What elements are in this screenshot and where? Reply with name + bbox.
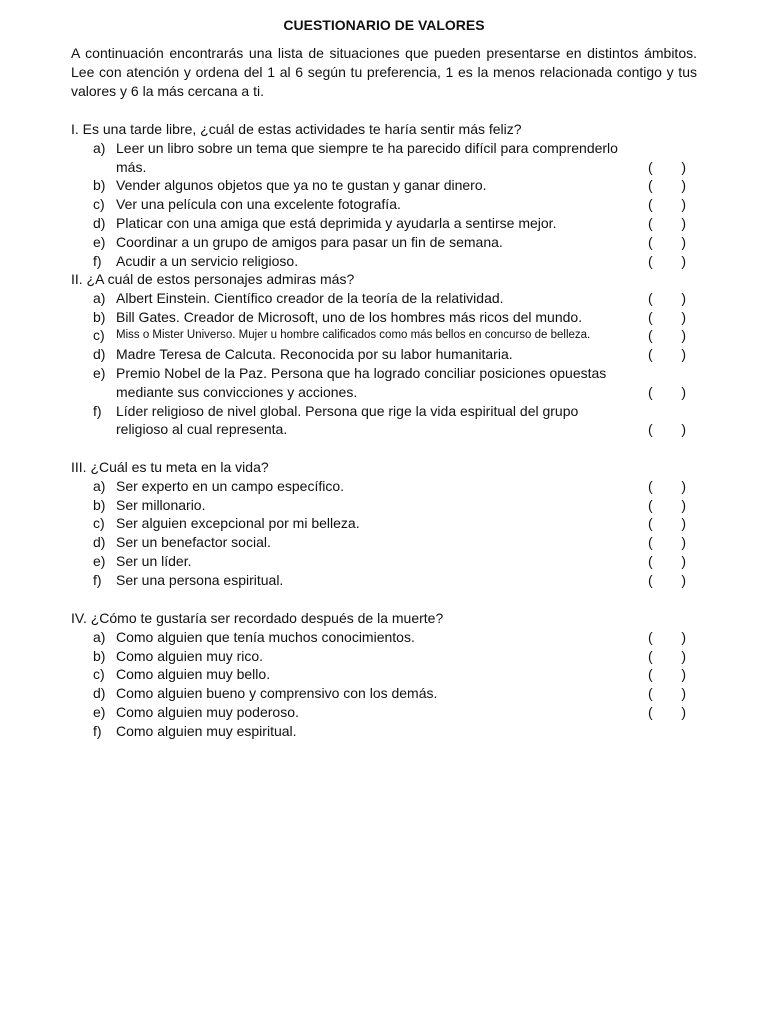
rank-answer-box[interactable]: ( ) — [648, 571, 686, 588]
option-1e — [71, 233, 697, 252]
option-text: Premio Nobel de la Paz. Persona que ha logrado conciliar posiciones opuestas mediante sus convicciones y acciones. — [116, 364, 607, 400]
rank-answer-box[interactable]: ( ) — [648, 552, 686, 569]
intro-paragraph: A continuación encontrarás una lista de situaciones que pueden presentarse en distintos ámbitos. Lee con atención y ordena del 1 al 6 según tu preferencia, 1 es la menos relacionada contigo y tus valores y 6 la más cercana a ti. — [71, 45, 697, 99]
option-1b — [71, 176, 697, 195]
option-letter: a) — [93, 139, 106, 156]
option-4b — [71, 647, 697, 666]
option-2d — [71, 345, 697, 364]
rank-answer-box[interactable]: ( ) — [648, 196, 686, 213]
option-text: Como alguien bueno y comprensivo con los demás. — [116, 685, 438, 702]
rank-answer-box[interactable]: ( ) — [648, 703, 686, 720]
option-letter: a) — [93, 628, 106, 645]
question-3: III. ¿Cuál es tu meta en la vida? — [71, 459, 269, 475]
option-letter: e) — [93, 364, 106, 381]
option-text: Ser millonario. — [116, 496, 206, 513]
option-1c — [71, 195, 697, 214]
option-text: Como alguien que tenía muchos conocimientos. — [116, 628, 415, 645]
option-letter: c) — [93, 666, 105, 683]
rank-answer-box[interactable]: ( ) — [648, 214, 686, 231]
rank-answer-box[interactable]: ( ) — [648, 177, 686, 194]
option-text: Bill Gates. Creador de Microsoft, uno de los hombres más ricos del mundo. — [116, 308, 583, 325]
question-4: IV. ¿Cómo te gustaría ser recordado después de la muerte? — [71, 610, 444, 626]
option-letter: e) — [93, 552, 106, 569]
option-text: Ser alguien excepcional por mi belleza. — [116, 515, 360, 532]
question-2: II. ¿A cuál de estos personajes admiras más? — [71, 271, 355, 287]
option-4a — [71, 628, 697, 647]
section-2 — [71, 270, 697, 439]
option-text: Albert Einstein. Científico creador de la teoría de la relatividad. — [116, 289, 504, 306]
rank-answer-box[interactable]: ( ) — [648, 308, 686, 325]
rank-answer-box[interactable]: ( ) — [648, 515, 686, 532]
section-4 — [71, 609, 697, 741]
option-text: Madre Teresa de Calcuta. Reconocida por su labor humanitaria. — [116, 346, 513, 363]
option-2f — [71, 402, 697, 440]
option-4f — [71, 722, 697, 741]
option-letter: c) — [93, 327, 105, 344]
rank-answer-box[interactable]: ( ) — [648, 628, 686, 645]
rank-answer-box[interactable]: ( ) — [648, 289, 686, 306]
document-title: CUESTIONARIO DE VALORES — [283, 17, 485, 33]
rank-answer-box[interactable]: ( ) — [648, 647, 686, 664]
rank-answer-box[interactable]: ( ) — [648, 421, 686, 438]
option-4c — [71, 665, 697, 684]
option-1a — [71, 139, 697, 177]
option-3a — [71, 477, 697, 496]
option-text: Leer un libro sobre un tema que siempre te ha parecido difícil para comprenderlo más. — [116, 139, 618, 175]
option-text: Ser un líder. — [116, 552, 192, 569]
option-text: Ser un benefactor social. — [116, 534, 271, 551]
rank-answer-box[interactable]: ( ) — [648, 383, 686, 400]
option-3e — [71, 552, 697, 571]
option-1f — [71, 252, 697, 271]
option-3f — [71, 571, 697, 590]
option-text: Acudir a un servicio religioso. — [116, 252, 299, 269]
option-2c — [71, 326, 697, 345]
rank-answer-box[interactable]: ( ) — [648, 233, 686, 250]
section-3 — [71, 458, 697, 590]
option-text: Coordinar a un grupo de amigos para pasar un fin de semana. — [116, 233, 503, 250]
option-text: Miss o Mister Universo. Mujer u hombre calificados como más bellos en concurso de belleza. — [116, 329, 591, 342]
option-text: Como alguien muy poderoso. — [116, 703, 299, 720]
question-1: I. Es una tarde libre, ¿cuál de estas actividades te haría sentir más feliz? — [71, 121, 522, 137]
rank-answer-box[interactable]: ( ) — [648, 496, 686, 513]
option-letter: f) — [93, 722, 102, 739]
option-letter: b) — [93, 647, 106, 664]
option-3b — [71, 496, 697, 515]
option-text: Como alguien muy bello. — [116, 666, 271, 683]
option-letter: f) — [93, 571, 102, 588]
option-text: Ser experto en un campo específico. — [116, 477, 345, 494]
option-letter: d) — [93, 534, 106, 551]
section-1 — [71, 120, 697, 270]
option-text: Como alguien muy rico. — [116, 647, 264, 664]
option-text: Ver una película con una excelente fotografía. — [116, 196, 401, 213]
option-letter: a) — [93, 289, 106, 306]
option-text: Líder religioso de nivel global. Persona que rige la vida espiritual del grupo religioso al cual representa. — [116, 402, 579, 438]
rank-answer-box[interactable]: ( ) — [648, 685, 686, 702]
option-letter: f) — [93, 252, 102, 269]
option-2e — [71, 364, 697, 402]
rank-answer-box[interactable]: ( ) — [648, 158, 686, 175]
option-letter: c) — [93, 515, 105, 532]
option-4e — [71, 703, 697, 722]
option-letter: c) — [93, 196, 105, 213]
option-text: Vender algunos objetos que ya no te gustan y ganar dinero. — [116, 177, 487, 194]
option-2a — [71, 289, 697, 308]
option-text: Como alguien muy espiritual. — [116, 722, 297, 739]
option-1d — [71, 214, 697, 233]
option-4d — [71, 684, 697, 703]
option-letter: e) — [93, 703, 106, 720]
option-text: Platicar con una amiga que está deprimida y ayudarla a sentirse mejor. — [116, 214, 557, 231]
option-letter: d) — [93, 685, 106, 702]
rank-answer-box[interactable]: ( ) — [648, 346, 686, 363]
option-letter: e) — [93, 233, 106, 250]
option-letter: f) — [93, 402, 102, 419]
rank-answer-box[interactable]: ( ) — [648, 327, 686, 344]
option-letter: a) — [93, 477, 106, 494]
option-letter: d) — [93, 346, 106, 363]
option-text: Ser una persona espiritual. — [116, 571, 284, 588]
rank-answer-box[interactable]: ( ) — [648, 666, 686, 683]
rank-answer-box[interactable]: ( ) — [648, 477, 686, 494]
option-letter: b) — [93, 177, 106, 194]
option-letter: b) — [93, 308, 106, 325]
option-2b — [71, 308, 697, 327]
rank-answer-box[interactable]: ( ) — [648, 252, 686, 269]
option-3c — [71, 514, 697, 533]
option-letter: d) — [93, 214, 106, 231]
rank-answer-box[interactable]: ( ) — [648, 534, 686, 551]
option-letter: b) — [93, 496, 106, 513]
option-3d — [71, 533, 697, 552]
